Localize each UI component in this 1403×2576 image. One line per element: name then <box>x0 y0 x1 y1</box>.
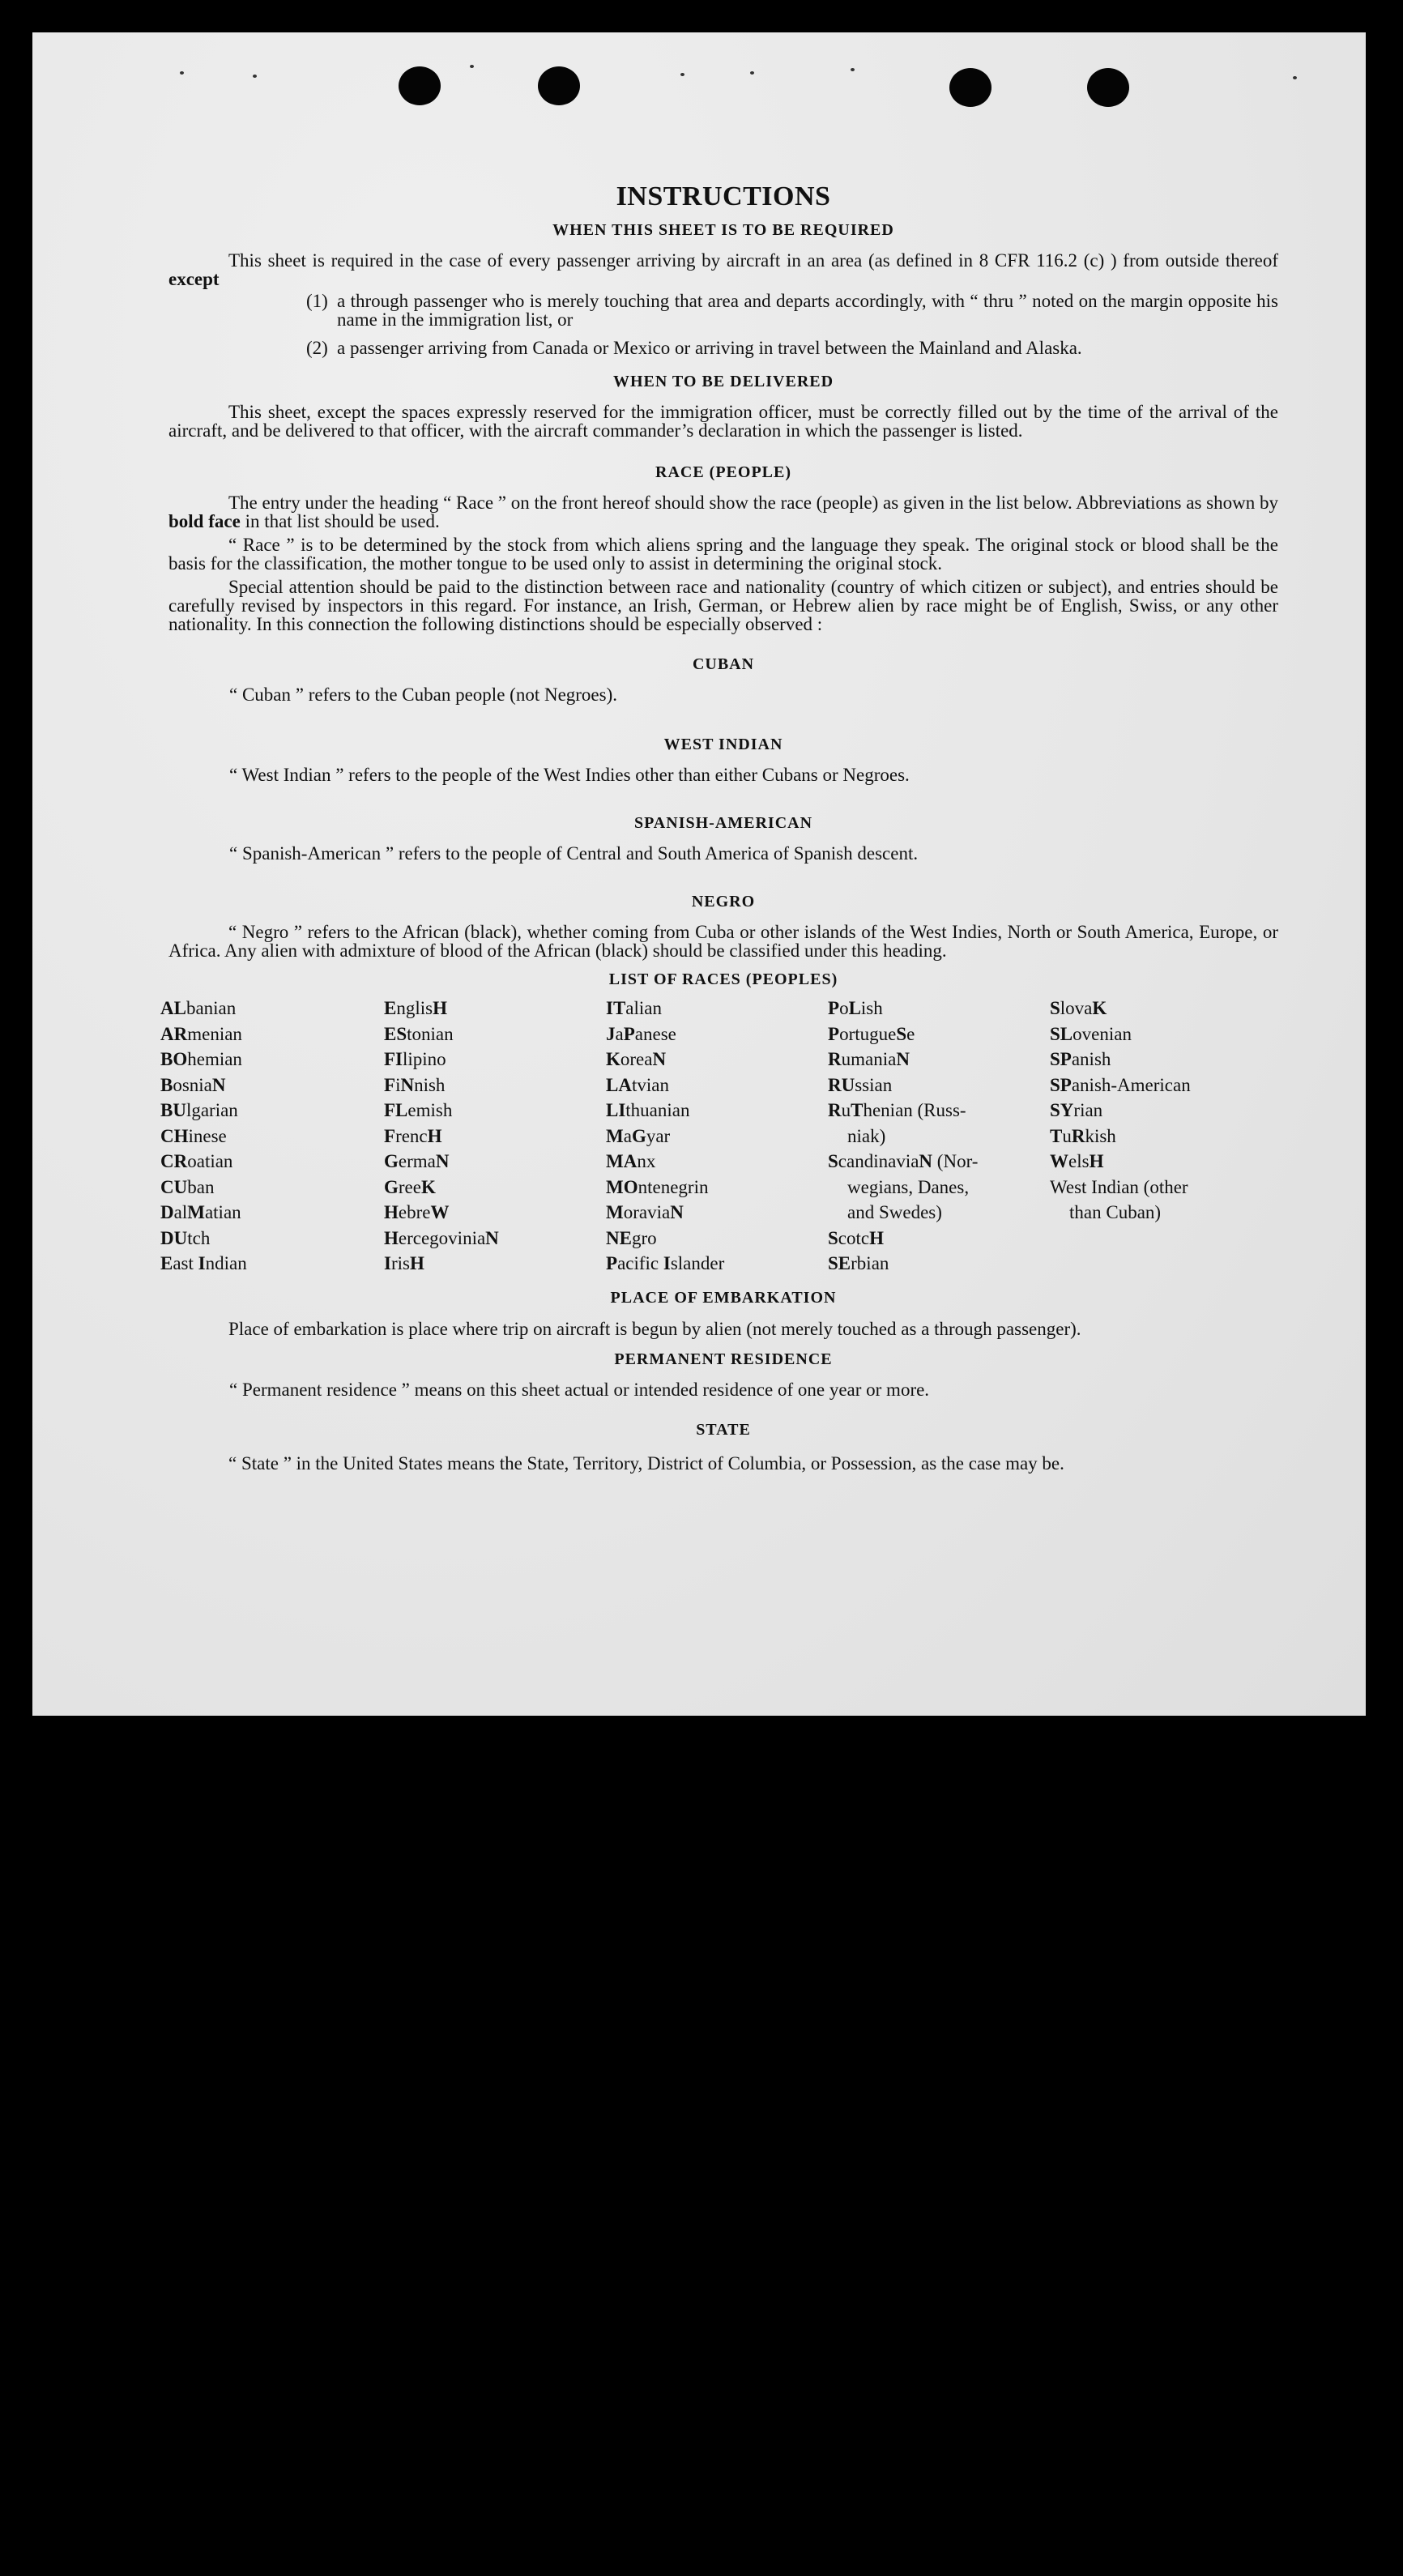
speck <box>851 68 855 71</box>
punch-hole <box>399 66 441 105</box>
speck <box>180 71 184 75</box>
race-entry: SLovenian <box>1050 1023 1132 1044</box>
race-entry: PortugueSe <box>828 1023 915 1044</box>
race-entry: SYrian <box>1050 1100 1103 1120</box>
race-entry: TuRkish <box>1050 1125 1116 1146</box>
race-entry: CRoatian <box>160 1151 233 1171</box>
race-entry: East Indian <box>160 1253 247 1273</box>
section-heading-embarkation: PLACE OF EMBARKATION <box>610 1288 837 1307</box>
race-entry: NEgro <box>606 1227 657 1248</box>
instructions-body <box>160 146 1278 1477</box>
race-entry: MOntenegrin <box>606 1176 709 1197</box>
race-entry: DalMatian <box>160 1202 241 1222</box>
races-column <box>384 996 606 1277</box>
race-entry: MaGyar <box>606 1125 671 1146</box>
speck <box>253 75 257 78</box>
race-paragraph-2: “ Race ” is to be determined by the stock from which aliens spring and the language they speak. The original stock or blood shall be the basis for the classification, the mother tongue to be used only to assist in determining the original stock. <box>168 535 1278 574</box>
state-text: “ State ” in the United States means the State, Territory, District of Columbia, or Possession, as the case may be. <box>228 1452 1064 1474</box>
races-column <box>160 996 384 1277</box>
race-entry: IrisH <box>384 1253 424 1273</box>
race-paragraph-3: Special attention should be paid to the distinction between race and nationality (country of which citizen or subject), and entries should be carefully revised by inspectors in this regard. For instance, an Irish, German, or Hebrew alien by race might be of English, Swiss, or any other nationality. In this connection the following distinctions should be especially observed : <box>168 577 1278 634</box>
intro-text: This sheet is required in the case of every passenger arriving by aircraft in an area (as defined in 8 CFR 116.2 (c) ) from outside thereof <box>228 250 1278 271</box>
punch-hole <box>538 66 580 105</box>
race-entry: FrencH <box>384 1125 442 1146</box>
when-delivered-text: This sheet, except the spaces expressly reserved for the immigration officer, must be correctly filled out by the time of the arrival of the aircraft, and be delivered to that officer, with the aircraft commander’s declaration in which the passenger is listed. <box>168 402 1278 441</box>
race-entry: HebreW <box>384 1202 450 1222</box>
section-heading-state: STATE <box>696 1420 751 1439</box>
race-entry: LAtvian <box>606 1074 669 1095</box>
speck <box>680 73 684 76</box>
race-bold: bold face <box>168 511 241 531</box>
intro-bold: except <box>168 269 220 289</box>
section-heading-list-of-races: LIST OF RACES (PEOPLES) <box>608 970 838 988</box>
race-entry: EnglisH <box>384 998 447 1018</box>
cuban-text: “ Cuban ” refers to the Cuban people (not Negroes). <box>229 685 618 705</box>
when-required-intro <box>168 251 1278 288</box>
race-entry: wegians, Danes, <box>847 1176 970 1197</box>
section-heading-residence: PERMANENT RESIDENCE <box>614 1350 833 1368</box>
race-entry: BUlgarian <box>160 1100 238 1120</box>
race-entry: and Swedes) <box>847 1202 942 1222</box>
document-page <box>32 32 1366 1716</box>
section-heading-race: RACE (PEOPLE) <box>655 463 791 481</box>
race-entry: ALbanian <box>160 998 237 1018</box>
list-item <box>306 292 1278 329</box>
section-heading-spanish-american: SPANISH-AMERICAN <box>633 814 813 832</box>
race-entry: DUtch <box>160 1227 211 1248</box>
speck <box>750 71 754 75</box>
race-entry: FiNnish <box>384 1074 446 1095</box>
race-entry: niak) <box>847 1125 886 1146</box>
race-entry: SErbian <box>828 1253 889 1273</box>
embarkation-text: Place of embarkation is place where trip on aircraft is begun by alien (not merely touched as a through passenger). <box>228 1318 1081 1339</box>
race-entry: EStonian <box>384 1023 454 1044</box>
west-indian-text: “ West Indian ” refers to the people of the West Indies other than either Cubans or Negroes. <box>229 765 910 785</box>
race-entry: SlovaK <box>1050 998 1107 1018</box>
race-entry: WelsH <box>1050 1151 1104 1171</box>
section-heading-negro: NEGRO <box>691 893 756 911</box>
race-entry: GreeK <box>384 1176 436 1197</box>
race-entry: ScotcH <box>828 1227 884 1248</box>
race-entry: SPanish-American <box>1050 1074 1191 1095</box>
race-entry: PoLish <box>828 998 883 1018</box>
race-entry: LIthuanian <box>606 1100 690 1120</box>
item-number: (1) <box>306 291 328 311</box>
item-text: a passenger arriving from Canada or Mexico or arriving in travel between the Mainland and Alaska. <box>337 338 1082 358</box>
race-entry: ITalian <box>606 998 662 1018</box>
race-text: The entry under the heading “ Race ” on the front hereof should show the race (people) as given in the list below. Abbreviations as shown by <box>228 493 1278 513</box>
race-entry: ARmenian <box>160 1023 242 1044</box>
item-number: (2) <box>306 338 328 358</box>
section-heading-when-required: WHEN THIS SHEET IS TO BE REQUIRED <box>552 221 894 239</box>
section-heading-cuban: CUBAN <box>692 655 755 673</box>
race-entry: RumaniaN <box>828 1049 910 1069</box>
section-heading-west-indian: WEST INDIAN <box>663 736 783 753</box>
race-entry: CHinese <box>160 1125 227 1146</box>
race-entry: BosniaN <box>160 1074 226 1095</box>
race-entry: HercegoviniaN <box>384 1227 499 1248</box>
item-text: a through passenger who is merely touching that area and departs accordingly, with “ thru ” noted on the margin opposite his name in the immigration list, or <box>337 291 1278 330</box>
races-column <box>828 996 1050 1277</box>
negro-text: “ Negro ” refers to the African (black), whether coming from Cuba or other islands of the West Indies, North or South America, Europe, or Africa. Any alien with admixture of blood of the African (black) should be classified under this heading. <box>168 922 1278 961</box>
race-entry: RuThenian (Russ- <box>828 1100 966 1120</box>
races-column <box>1050 996 1270 1277</box>
list-item <box>306 339 1278 357</box>
speck <box>470 65 474 68</box>
race-entry: RUssian <box>828 1074 893 1095</box>
race-entry: JaPanese <box>606 1023 676 1044</box>
spanish-american-text: “ Spanish-American ” refers to the people of Central and South America of Spanish descent. <box>229 843 919 864</box>
race-entry: GermaN <box>384 1151 450 1171</box>
race-entry: ScandinaviaN (Nor- <box>828 1151 979 1171</box>
race-entry: FIlipino <box>384 1049 446 1069</box>
race-entry: Pacific Islander <box>606 1253 725 1273</box>
page-title: INSTRUCTIONS <box>616 181 831 211</box>
punch-hole <box>1087 68 1129 107</box>
race-entry: than Cuban) <box>1069 1202 1162 1222</box>
section-heading-when-delivered: WHEN TO BE DELIVERED <box>612 373 834 390</box>
race-entry: SPanish <box>1050 1049 1111 1069</box>
races-column <box>606 996 828 1277</box>
race-entry: BOhemian <box>160 1049 242 1069</box>
race-text: in that list should be used. <box>240 511 440 531</box>
race-entry: FLemish <box>384 1100 453 1120</box>
punch-hole <box>949 68 991 107</box>
residence-text: “ Permanent residence ” means on this sheet actual or intended residence of one year or more. <box>229 1379 930 1400</box>
speck <box>1293 76 1297 79</box>
race-paragraph-1 <box>168 493 1278 531</box>
race-entry: CUban <box>160 1176 215 1197</box>
race-entry: KoreaN <box>606 1049 667 1069</box>
race-entry: West Indian (other <box>1050 1176 1188 1197</box>
race-entry: MAnx <box>606 1151 656 1171</box>
race-entry: MoraviaN <box>606 1202 684 1222</box>
races-table <box>160 996 1278 1277</box>
